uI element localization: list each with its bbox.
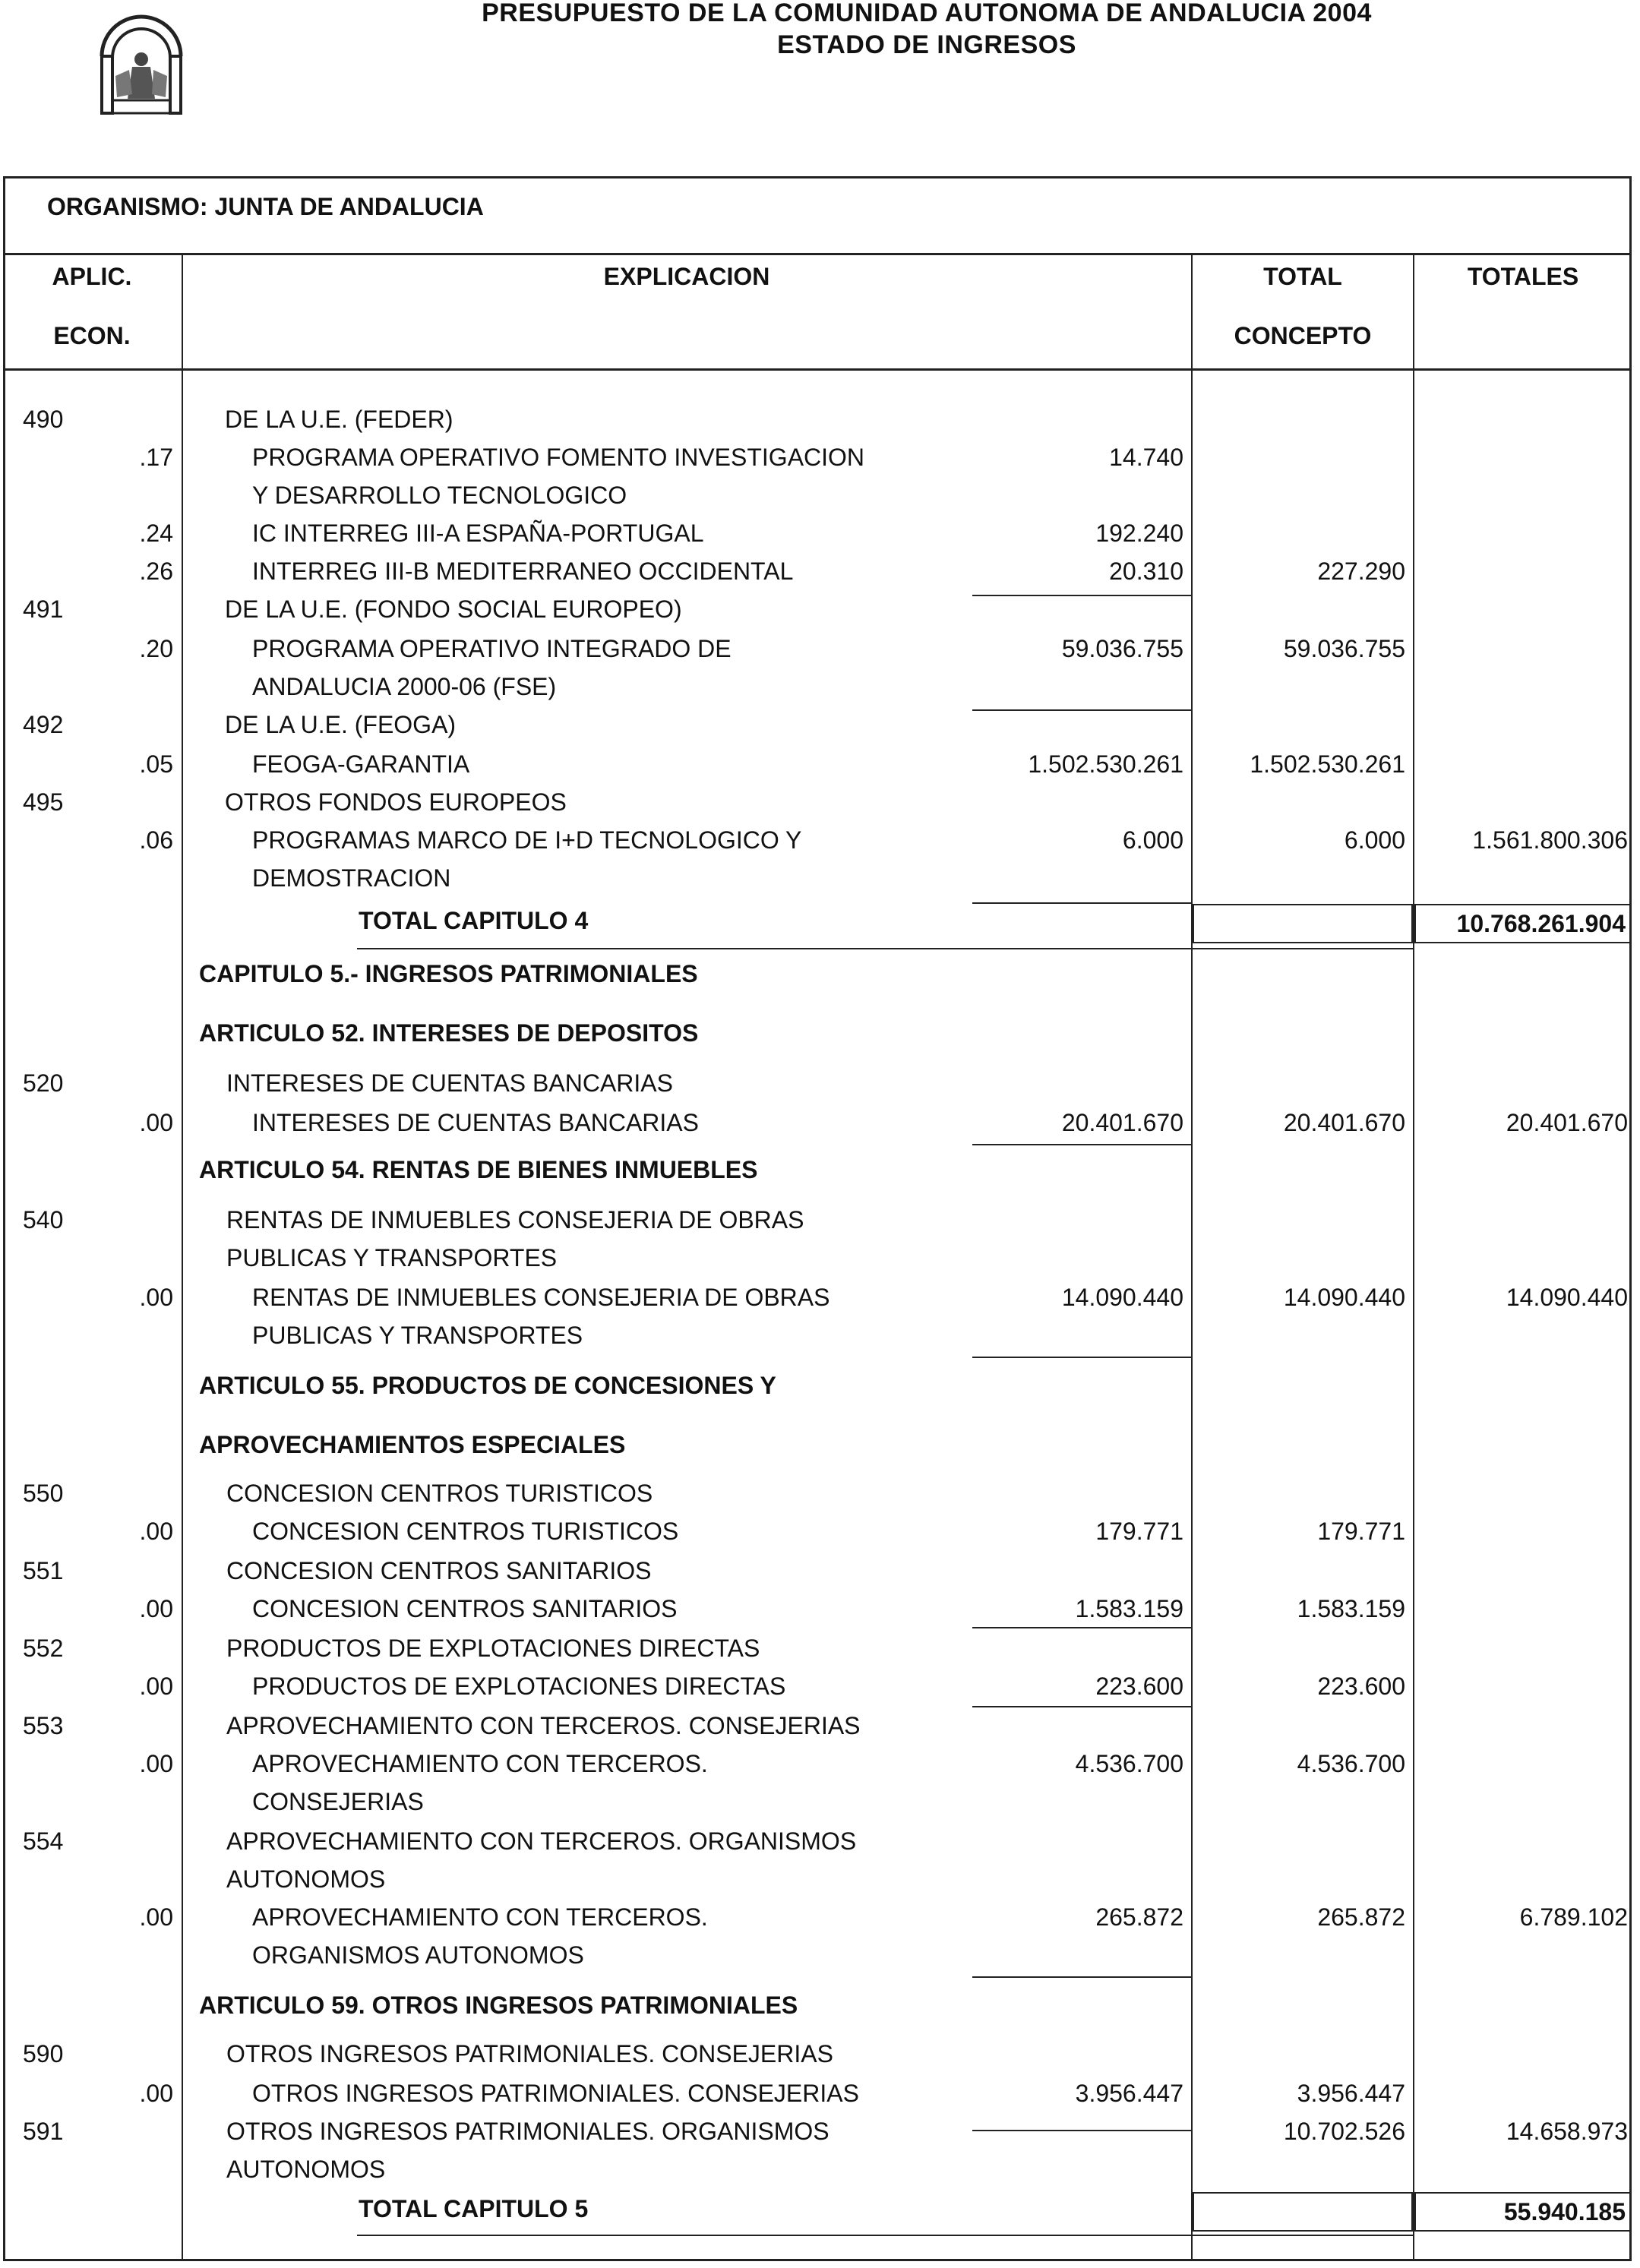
column-header-concepto: CONCEPTO	[1234, 322, 1372, 349]
column-header-aplic: APLIC.	[52, 263, 132, 290]
table-row: 495 OTROS FONDOS EUROPEOS	[23, 788, 567, 816]
table-row: ARTICULO 59. OTROS INGRESOS PATRIMONIALES	[199, 1992, 798, 2019]
table-row: ARTICULO 52. INTERESES DE DEPOSITOS	[199, 1019, 699, 1047]
document-title: PRESUPUESTO DE LA COMUNIDAD AUTONOMA DE ANDALUCIA 2004	[482, 0, 1372, 27]
table-row: .00 APROVECHAMIENTO CON TERCEROS. 4.536.700 4.536.700	[139, 1750, 1405, 1777]
table-row: .06 PROGRAMAS MARCO DE I+D TECNOLOGICO Y 6.000 6.000 1.561.800.306	[139, 826, 1628, 854]
table-row: ARTICULO 55. PRODUCTOS DE CONCESIONES Y	[199, 1372, 776, 1399]
table-row: 490 DE LA U.E. (FEDER)	[23, 406, 453, 433]
table-row: .00 RENTAS DE INMUEBLES CONSEJERIA DE OBRAS 14.090.440 14.090.440 14.090.440	[139, 1284, 1628, 1311]
table-row: .26 INTERREG III-B MEDITERRANEO OCCIDENTAL 20.310 227.290	[139, 558, 1405, 585]
table-row: 552 PRODUCTOS DE EXPLOTACIONES DIRECTAS	[23, 1635, 760, 1662]
table-row: .05 FEOGA-GARANTIA 1.502.530.261 1.502.530.261	[139, 750, 1405, 778]
table-row: 520 INTERESES DE CUENTAS BANCARIAS	[23, 1069, 673, 1097]
total-capitulo-5-value: 55.940.185	[1414, 2192, 1632, 2232]
table-row: CONSEJERIAS	[252, 1788, 424, 1815]
table-row-total: TOTAL CAPITULO 4	[359, 907, 589, 934]
table-row: 550 CONCESION CENTROS TURISTICOS	[23, 1480, 653, 1507]
column-header-total: TOTAL	[1263, 263, 1342, 290]
junta-andalucia-logo	[94, 3, 188, 117]
table-row: ARTICULO 54. RENTAS DE BIENES INMUEBLES	[199, 1156, 758, 1183]
table-row: .00 CONCESION CENTROS TURISTICOS 179.771 179.771	[139, 1518, 1405, 1545]
table-row: .20 PROGRAMA OPERATIVO INTEGRADO DE 59.036.755 59.036.755	[139, 635, 1405, 662]
table-row: .00 CONCESION CENTROS SANITARIOS 1.583.159 1.583.159	[139, 1595, 1405, 1622]
table-row: .00 APROVECHAMIENTO CON TERCEROS. 265.872 265.872 6.789.102	[139, 1903, 1628, 1931]
column-header-econ: ECON.	[53, 322, 131, 349]
table-row: CAPITULO 5.- INGRESOS PATRIMONIALES	[199, 960, 698, 987]
organismo-label: ORGANISMO: JUNTA DE ANDALUCIA	[47, 193, 484, 220]
table-row: PUBLICAS Y TRANSPORTES	[226, 1244, 558, 1271]
table-row: 540 RENTAS DE INMUEBLES CONSEJERIA DE OBRAS	[23, 1206, 804, 1234]
table-row: 554 APROVECHAMIENTO CON TERCEROS. ORGANISMOS	[23, 1827, 857, 1855]
table-row: DEMOSTRACION	[252, 864, 451, 892]
table-row: 491 DE LA U.E. (FONDO SOCIAL EUROPEO)	[23, 595, 682, 623]
total-capitulo-4-value: 10.768.261.904	[1414, 904, 1632, 943]
table-row: 492 DE LA U.E. (FEOGA)	[23, 711, 457, 738]
table-row: PUBLICAS Y TRANSPORTES	[252, 1322, 583, 1349]
table-row: Y DESARROLLO TECNOLOGICO	[252, 482, 627, 509]
table-row: ORGANISMOS AUTONOMOS	[252, 1941, 584, 1969]
table-row: .00 OTROS INGRESOS PATRIMONIALES. CONSEJERIAS 3.956.447 3.956.447	[139, 2080, 1405, 2107]
table-row: ANDALUCIA 2000-06 (FSE)	[252, 673, 557, 700]
table-row: AUTONOMOS	[226, 1865, 386, 1893]
table-row-total: TOTAL CAPITULO 5	[359, 2195, 589, 2222]
table-row: 590 OTROS INGRESOS PATRIMONIALES. CONSEJERIAS	[23, 2040, 833, 2067]
table-row: .17 PROGRAMA OPERATIVO FOMENTO INVESTIGACION 14.740	[139, 444, 1183, 471]
document-subtitle: ESTADO DE INGRESOS	[777, 30, 1076, 59]
table-row: 553 APROVECHAMIENTO CON TERCEROS. CONSEJERIAS	[23, 1712, 861, 1739]
table-row: AUTONOMOS	[226, 2156, 386, 2183]
table-row: 551 CONCESION CENTROS SANITARIOS	[23, 1557, 652, 1584]
table-row: .00 INTERESES DE CUENTAS BANCARIAS 20.401.670 20.401.670 20.401.670	[139, 1109, 1628, 1136]
table-row: APROVECHAMIENTOS ESPECIALES	[199, 1431, 626, 1458]
column-header-totales: TOTALES	[1467, 263, 1579, 290]
table-row: .24 IC INTERREG III-A ESPAÑA-PORTUGAL 192.240	[139, 520, 1183, 547]
table-row: 591 OTROS INGRESOS PATRIMONIALES. ORGANISMOS 10.702.526 14.658.973	[23, 2118, 1628, 2145]
column-header-explicacion: EXPLICACION	[603, 263, 770, 290]
table-row: .00 PRODUCTOS DE EXPLOTACIONES DIRECTAS 223.600 223.600	[139, 1673, 1405, 1700]
